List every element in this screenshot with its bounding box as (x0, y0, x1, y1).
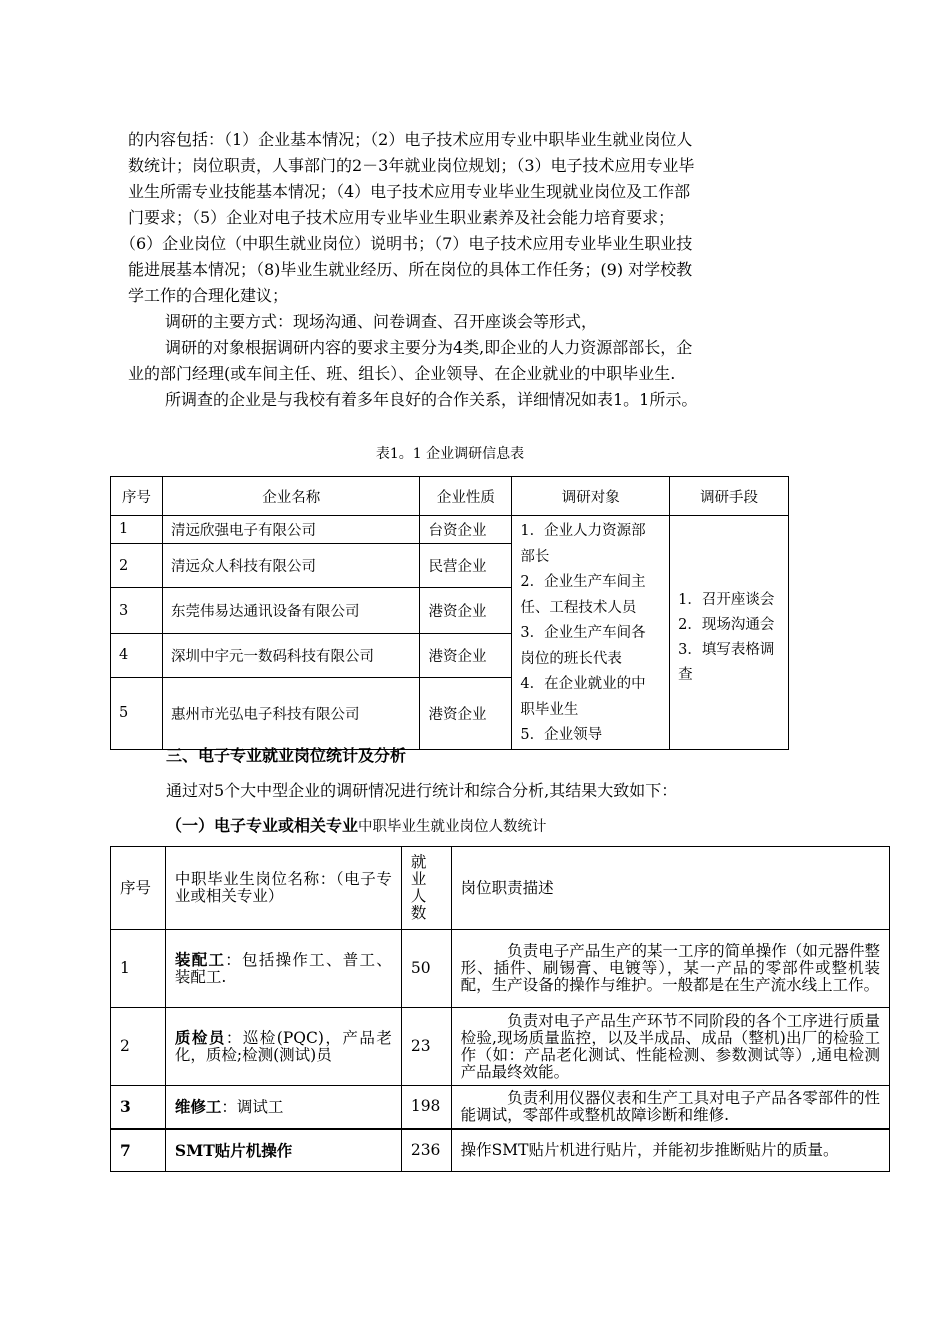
company-type: 台资企业 (420, 516, 512, 544)
target-item: 岗位的班长代表 (520, 650, 622, 667)
subsection-title-bold: （一）电子专业或相关专业 (166, 816, 359, 835)
company-name: 惠州市光弘电子科技有限公司 (162, 678, 420, 749)
table-row (111, 1086, 890, 1129)
header-desc: 岗位职责描述 (451, 847, 889, 930)
job-title-rest: ：调试工 (221, 1097, 284, 1116)
target-item: 部长 (520, 548, 550, 565)
company-survey-table (110, 476, 789, 750)
method-item: 1．召开座谈会 (678, 592, 775, 609)
section-intro: 通过对5个大中型企业的调研情况进行统计和综合分析,其结果大致如下： (166, 781, 678, 800)
intro-line: 数统计；岗位职责，人事部门的2－3年就业岗位规划；（3）电子技术应用专业毕 (128, 156, 695, 175)
job-title-bold: SMT贴片机操作 (174, 1140, 293, 1160)
job-desc: 操作SMT贴片机进行贴片，并能初步推断贴片的质量。 (451, 1129, 889, 1172)
company-type: 港资企业 (420, 678, 512, 749)
header-target: 调研对象 (512, 477, 670, 516)
table-row (111, 1129, 890, 1172)
company-line: 所调查的企业是与我校有着多年良好的合作关系，详细情况如表1。1所示。 (165, 390, 698, 409)
method-line: 调研的主要方式：现场沟通、问卷调查、召开座谈会等形式， (165, 312, 598, 331)
table-header-row (111, 477, 789, 516)
row-num: 7 (111, 1129, 166, 1172)
target-item: 1．企业人力资源部 (520, 523, 646, 539)
intro-line: 的内容包括：（1）企业基本情况；（2）电子技术应用专业中职毕业生就业岗位人 (128, 130, 693, 149)
header-type: 企业性质 (420, 477, 512, 516)
header-num: 序号 (111, 477, 163, 516)
target-item: 2．企业生产车间主 (520, 574, 646, 590)
header-num: 序号 (111, 847, 166, 930)
target-item: 4．在企业就业的中 (520, 676, 646, 692)
intro-line: 能进展基本情况；（8)毕业生就业经历、所在岗位的具体工作任务；(9) 对学校教 (128, 260, 693, 279)
job-title (165, 1008, 401, 1086)
row-num: 1 (111, 930, 166, 1008)
job-title (165, 1129, 401, 1172)
job-count: 23 (401, 1008, 451, 1086)
job-title-bold: 装配工 (174, 950, 226, 969)
intro-paragraph (120, 127, 828, 413)
header-method: 调研手段 (670, 477, 789, 516)
job-title-bold: 质检员 (174, 1028, 226, 1047)
intro-line: 学工作的合理化建议； (128, 286, 289, 305)
table-row (111, 930, 890, 1008)
job-count: 50 (401, 930, 451, 1008)
company-name: 深圳中宇元一数码科技有限公司 (162, 633, 420, 677)
job-title (165, 1086, 401, 1129)
employment-stats-table (110, 846, 890, 1172)
job-title-rest: ：包括操作工、普工、装配工. (174, 951, 392, 986)
table1-caption: 表1。1 企业调研信息表 (375, 446, 525, 462)
row-num: 1 (111, 516, 163, 544)
job-title-bold: 维修工 (174, 1096, 222, 1116)
job-title (165, 930, 401, 1008)
intro-line: 业生所需专业技能基本情况；（4）电子技术应用专业毕业生现就业岗位及工作部 (128, 182, 691, 201)
survey-targets (512, 516, 670, 750)
company-name: 清远欣强电子有限公司 (162, 516, 420, 544)
table-row (111, 516, 789, 544)
company-name: 清远众人科技有限公司 (162, 543, 420, 587)
job-title-rest: ：巡检(PQC)，产品老化，质检;检测(测试)员 (174, 1029, 392, 1064)
method-item: 2．现场沟通会 (678, 617, 775, 634)
table-header-row (111, 847, 890, 930)
company-name: 东莞伟易达通讯设备有限公司 (162, 588, 420, 633)
job-desc: 负责对电子产品生产环节不同阶段的各个工序进行质量检验,现场质量监控，以及半成品、成品（整机)出厂的检验工作（如：产品老化测试、性能检测、参数测试等）,通电检测产品最终效能。 (451, 1008, 889, 1086)
section-title: 三、电子专业就业岗位统计及分析 (166, 746, 407, 765)
row-num: 3 (111, 588, 163, 633)
header-name: 企业名称 (162, 477, 420, 516)
method-item: 3．填写表格调查 (678, 642, 775, 684)
intro-line: 门要求；（5）企业对电子技术应用专业毕业生职业素养及社会能力培育要求； (128, 208, 675, 227)
row-num: 5 (111, 678, 163, 749)
target-item: 任、工程技术人员 (520, 599, 637, 616)
row-num: 2 (111, 543, 163, 587)
target-item: 5．企业领导 (520, 727, 603, 743)
job-desc: 负责利用仪器仪表和生产工具对电子产品各零部件的性能调试，零部件或整机故障诊断和维修. (451, 1086, 889, 1129)
row-num: 4 (111, 633, 163, 677)
company-type: 民营企业 (420, 543, 512, 587)
table-row (111, 1008, 890, 1086)
subsection-title-rest: 中职毕业生就业岗位人数统计 (358, 819, 547, 835)
row-num: 3 (111, 1086, 166, 1129)
header-count: 就业人数 (401, 847, 451, 930)
object-line: 业的部门经理(或车间主任、班、组长）、企业领导、在企业就业的中职毕业生. (128, 364, 676, 383)
job-desc: 负责电子产品生产的某一工序的简单操作（如元器件整形、插件、刷锡膏、电镀等），某一产品的零部件或整机装配，生产设备的操作与维护。一般都是在生产流水线上工作。 (451, 930, 889, 1008)
company-type: 港资企业 (420, 588, 512, 633)
header-title: 中职毕业生岗位名称：（电子专业或相关专业） (165, 847, 401, 930)
job-count: 198 (401, 1086, 451, 1129)
target-item: 3．企业生产车间各 (520, 625, 646, 641)
object-line: 调研的对象根据调研内容的要求主要分为4类,即企业的人力资源部部长，企 (165, 338, 693, 357)
intro-line: （6）企业岗位（中职生就业岗位）说明书；（7）电子技术应用专业毕业生职业技 (120, 234, 693, 253)
row-num: 2 (111, 1008, 166, 1086)
survey-methods (670, 516, 789, 750)
subsection-title (166, 814, 547, 839)
company-type: 港资企业 (420, 633, 512, 677)
job-count: 236 (401, 1129, 451, 1172)
target-item: 职毕业生 (520, 701, 579, 718)
